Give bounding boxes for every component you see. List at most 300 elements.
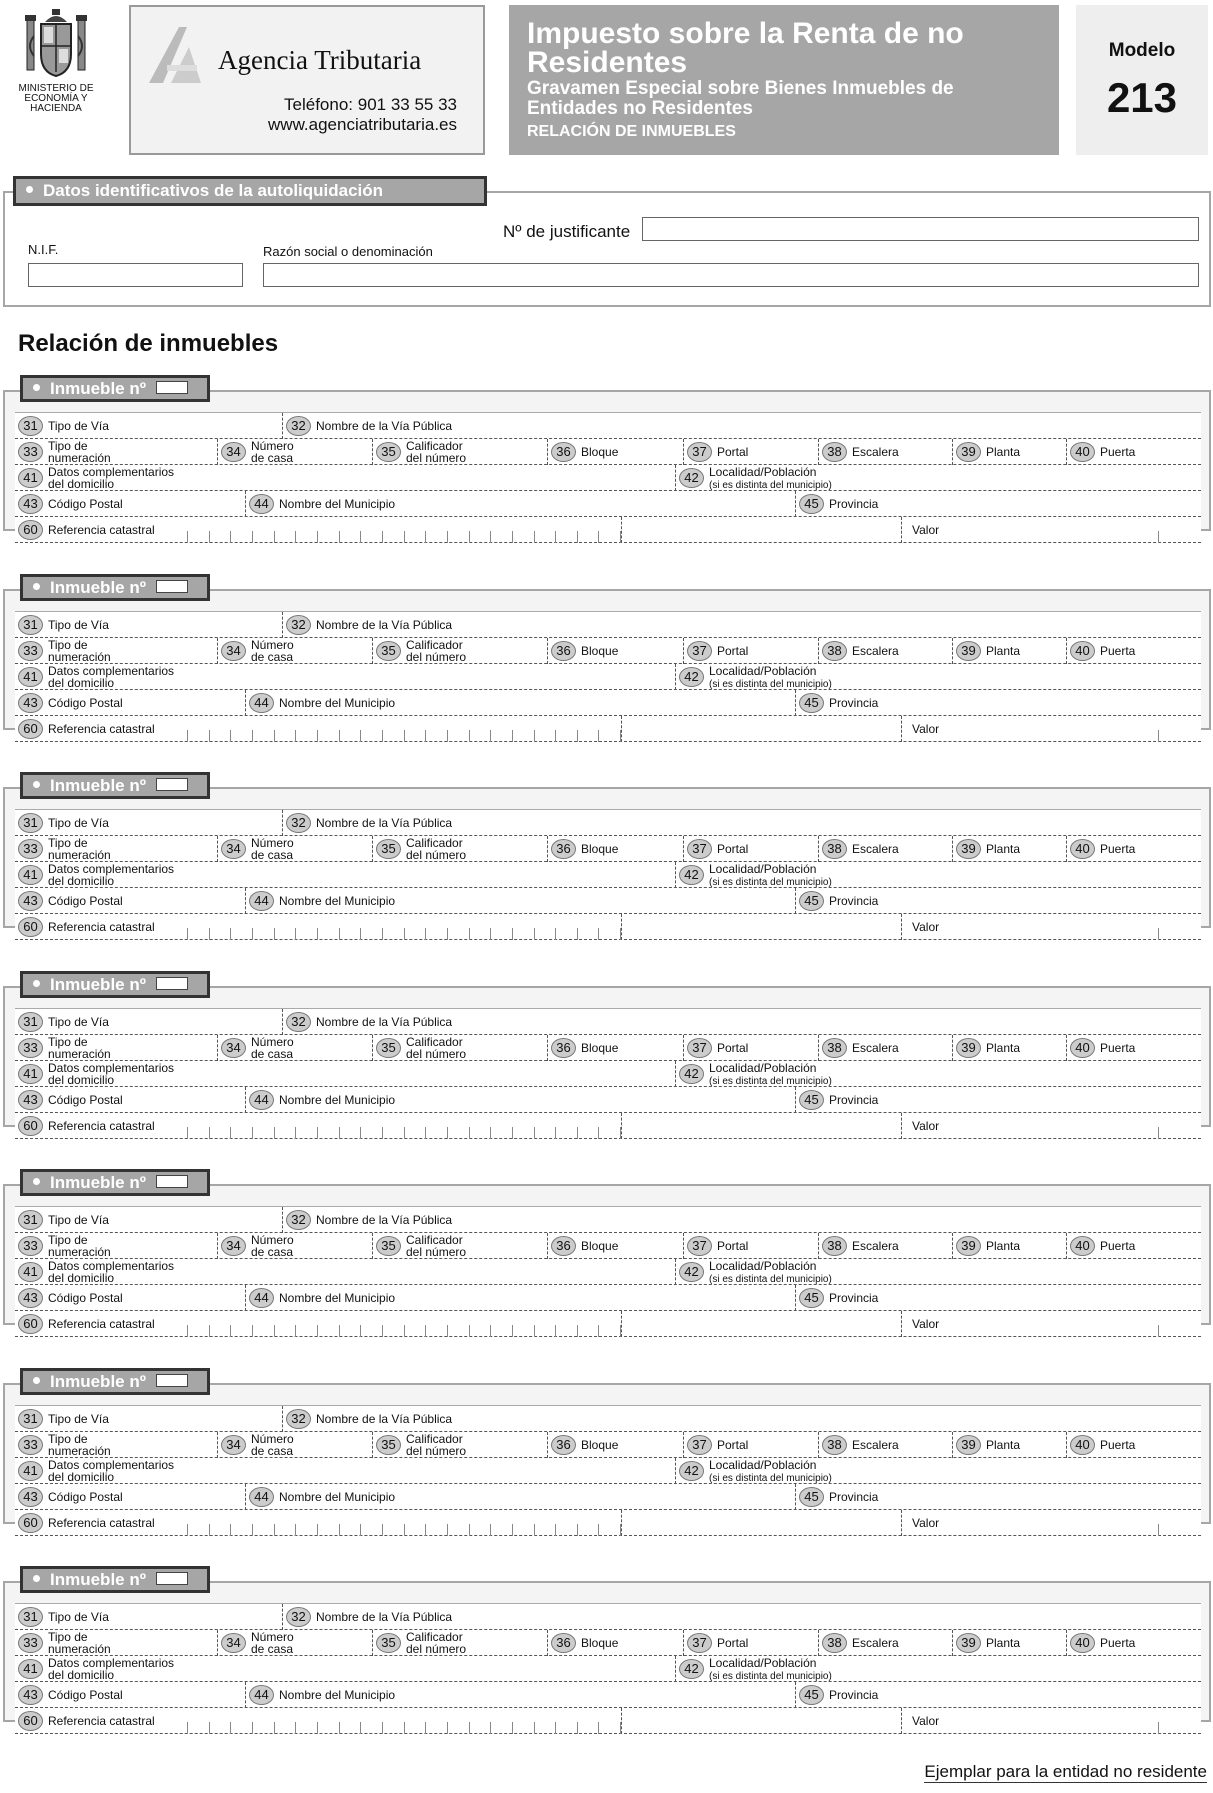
field-label: Tipo de Vía bbox=[48, 1610, 109, 1624]
field-badge: 31 bbox=[18, 1409, 43, 1429]
char-box bbox=[317, 730, 339, 742]
row-numeracion bbox=[15, 1035, 1201, 1061]
field-38-escalera[interactable] bbox=[818, 439, 952, 465]
field-41-datos-complementarios[interactable] bbox=[15, 1061, 675, 1087]
field-60-referencia-catastral[interactable] bbox=[15, 1311, 621, 1337]
field-38-escalera[interactable] bbox=[818, 836, 952, 862]
agency-phone: Teléfono: 901 33 55 33 bbox=[284, 95, 457, 114]
field-badge: 38 bbox=[822, 641, 847, 661]
field-31-tipo-via[interactable] bbox=[15, 1207, 282, 1233]
field-label: Escalera bbox=[852, 1636, 899, 1650]
field-44-municipio[interactable] bbox=[245, 1087, 795, 1113]
property-number-input[interactable] bbox=[156, 580, 188, 593]
agency-logo-icon bbox=[141, 25, 213, 85]
field-43-codigo-postal[interactable] bbox=[15, 888, 245, 914]
char-box bbox=[360, 531, 382, 543]
field-33-tipo-numeracion[interactable] bbox=[15, 638, 217, 664]
field-badge: 35 bbox=[376, 1236, 401, 1256]
field-label-line1: Tipo de bbox=[48, 1233, 88, 1247]
field-35-calificador[interactable] bbox=[372, 638, 547, 664]
char-box bbox=[274, 730, 296, 742]
field-34-numero-casa[interactable] bbox=[217, 1233, 372, 1259]
char-box bbox=[382, 1722, 404, 1734]
field-33-tipo-numeracion[interactable] bbox=[15, 836, 217, 862]
field-35-calificador[interactable] bbox=[372, 1035, 547, 1061]
field-35-calificador[interactable] bbox=[372, 1233, 547, 1259]
char-box bbox=[555, 1722, 577, 1734]
field-32-nombre-via[interactable] bbox=[282, 810, 1201, 836]
field-36-bloque[interactable] bbox=[547, 1233, 683, 1259]
field-34-numero-casa[interactable] bbox=[217, 439, 372, 465]
field-44-municipio[interactable] bbox=[245, 1682, 795, 1708]
field-45-provincia[interactable] bbox=[795, 690, 1201, 716]
justificante-input[interactable] bbox=[642, 217, 1199, 241]
field-label: Puerta bbox=[1100, 1437, 1136, 1452]
field-40-puerta[interactable] bbox=[1066, 1630, 1201, 1656]
field-label: Bloque bbox=[581, 1239, 619, 1253]
field-label: Código Postal bbox=[48, 1688, 123, 1702]
char-box bbox=[230, 730, 252, 742]
char-box bbox=[295, 1127, 317, 1139]
char-box bbox=[447, 730, 469, 742]
field-37-portal[interactable] bbox=[683, 1630, 818, 1656]
char-box bbox=[490, 928, 512, 940]
field-39-planta[interactable] bbox=[952, 1630, 1066, 1656]
char-box bbox=[230, 1524, 252, 1536]
field-valor[interactable] bbox=[901, 1311, 1201, 1337]
field-32-nombre-via[interactable] bbox=[282, 1009, 1201, 1035]
field-36-bloque[interactable] bbox=[547, 439, 683, 465]
char-box bbox=[252, 531, 274, 543]
char-box bbox=[187, 1524, 209, 1536]
char-box bbox=[404, 1722, 426, 1734]
char-box bbox=[230, 1722, 252, 1734]
field-label bbox=[48, 1657, 174, 1681]
char-box bbox=[360, 1722, 382, 1734]
field-label: Código Postal bbox=[48, 1092, 123, 1107]
field-39-planta[interactable] bbox=[952, 1233, 1066, 1259]
char-box bbox=[447, 1524, 469, 1536]
field-36-bloque[interactable] bbox=[547, 836, 683, 862]
field-label-line1: Calificador bbox=[406, 1630, 463, 1644]
field-badge: 41 bbox=[18, 1659, 43, 1679]
field-label-line2: numeración bbox=[48, 1245, 111, 1259]
property-rows bbox=[15, 1603, 1201, 1734]
property-rows bbox=[15, 611, 1201, 742]
field-label: Planta bbox=[986, 643, 1021, 658]
field-label-line1: Datos complementarios bbox=[48, 465, 175, 479]
char-box bbox=[425, 1722, 447, 1734]
field-badge: 45 bbox=[799, 1090, 824, 1110]
field-31-tipo-via[interactable] bbox=[15, 810, 282, 836]
field-33-tipo-numeracion[interactable] bbox=[15, 1233, 217, 1259]
field-43-codigo-postal[interactable] bbox=[15, 1285, 245, 1311]
char-box bbox=[252, 1524, 274, 1536]
field-badge: 32 bbox=[286, 1409, 311, 1429]
field-badge: 38 bbox=[822, 1038, 847, 1058]
field-44-municipio[interactable] bbox=[245, 888, 795, 914]
row-complementarios bbox=[15, 862, 1201, 888]
char-box bbox=[274, 531, 296, 543]
char-box bbox=[447, 928, 469, 940]
field-catastral-extra[interactable] bbox=[621, 1708, 901, 1734]
field-45-provincia[interactable] bbox=[795, 1484, 1201, 1510]
field-33-tipo-numeracion[interactable] bbox=[15, 1432, 217, 1458]
field-45-provincia[interactable] bbox=[795, 1087, 1201, 1113]
field-valor[interactable] bbox=[901, 716, 1201, 742]
field-41-datos-complementarios[interactable] bbox=[15, 1259, 675, 1285]
field-label: Puerta bbox=[1100, 643, 1136, 658]
field-44-municipio[interactable] bbox=[245, 1484, 795, 1510]
field-label bbox=[709, 1260, 832, 1286]
field-37-portal[interactable] bbox=[683, 638, 818, 664]
char-box bbox=[512, 1127, 534, 1139]
field-44-municipio[interactable] bbox=[245, 1285, 795, 1311]
field-42-localidad[interactable] bbox=[675, 1259, 1201, 1285]
field-45-provincia[interactable] bbox=[795, 1285, 1201, 1311]
field-37-portal[interactable] bbox=[683, 836, 818, 862]
field-badge: 36 bbox=[551, 442, 576, 462]
field-41-datos-complementarios[interactable] bbox=[15, 1458, 675, 1484]
agency-website: www.agenciatributaria.es bbox=[268, 115, 457, 134]
field-36-bloque[interactable] bbox=[547, 1432, 683, 1458]
razon-label: Razón social o denominación bbox=[263, 244, 433, 259]
char-box bbox=[274, 1127, 296, 1139]
field-31-tipo-via[interactable] bbox=[15, 612, 282, 638]
field-badge: 33 bbox=[18, 641, 43, 661]
row-catastral bbox=[15, 517, 1201, 543]
field-37-portal[interactable] bbox=[683, 439, 818, 465]
field-45-provincia[interactable] bbox=[795, 1682, 1201, 1708]
field-33-tipo-numeracion[interactable] bbox=[15, 1630, 217, 1656]
property-number-input[interactable] bbox=[156, 778, 188, 791]
field-valor[interactable] bbox=[901, 517, 1201, 543]
field-label: Portal bbox=[717, 1437, 749, 1452]
field-32-nombre-via[interactable] bbox=[282, 413, 1201, 439]
field-label: Tipo de Vía bbox=[48, 1213, 109, 1227]
field-catastral-extra[interactable] bbox=[621, 1311, 901, 1337]
field-31-tipo-via[interactable] bbox=[15, 1406, 282, 1432]
field-badge: 31 bbox=[18, 615, 43, 635]
field-44-municipio[interactable] bbox=[245, 690, 795, 716]
row-municipio bbox=[15, 690, 1201, 716]
field-label-line1: Calificador bbox=[406, 439, 463, 453]
field-45-provincia[interactable] bbox=[795, 491, 1201, 517]
field-valor[interactable] bbox=[901, 914, 1201, 940]
field-36-bloque[interactable] bbox=[547, 1035, 683, 1061]
field-label-line2: numeración bbox=[48, 848, 111, 862]
char-box bbox=[598, 1127, 621, 1139]
field-label: Nombre de la Vía Pública bbox=[316, 1213, 453, 1227]
field-label-line2: del número bbox=[406, 649, 467, 664]
field-badge: 35 bbox=[376, 1038, 401, 1058]
char-box bbox=[295, 531, 317, 543]
field-35-calificador[interactable] bbox=[372, 836, 547, 862]
row-catastral bbox=[15, 914, 1201, 940]
field-label-line1: Tipo de bbox=[48, 1431, 88, 1446]
field-35-calificador[interactable] bbox=[372, 1630, 547, 1656]
field-37-portal[interactable] bbox=[683, 1432, 818, 1458]
property-number-input[interactable] bbox=[156, 1572, 188, 1585]
field-40-puerta[interactable] bbox=[1066, 1432, 1201, 1458]
field-catastral-extra[interactable] bbox=[621, 1510, 901, 1536]
field-badge: 37 bbox=[687, 1236, 712, 1256]
field-badge: 38 bbox=[822, 442, 847, 462]
field-44-municipio[interactable] bbox=[245, 491, 795, 517]
field-label-line1: Datos complementarios bbox=[48, 862, 175, 876]
char-box bbox=[555, 1127, 577, 1139]
nif-input[interactable] bbox=[28, 263, 243, 287]
field-catastral-extra[interactable] bbox=[621, 517, 901, 543]
field-label bbox=[48, 1260, 174, 1284]
field-39-planta[interactable] bbox=[952, 1035, 1066, 1061]
property-number-input[interactable] bbox=[156, 977, 188, 990]
field-badge: 41 bbox=[18, 1262, 43, 1282]
field-38-escalera[interactable] bbox=[818, 1035, 952, 1061]
field-43-codigo-postal[interactable] bbox=[15, 1682, 245, 1708]
field-catastral-extra[interactable] bbox=[621, 914, 901, 940]
field-40-puerta[interactable] bbox=[1066, 1035, 1201, 1061]
field-valor[interactable] bbox=[901, 1510, 1201, 1536]
field-34-numero-casa[interactable] bbox=[217, 1630, 372, 1656]
valor-tick bbox=[1158, 1325, 1159, 1337]
field-40-puerta[interactable] bbox=[1066, 638, 1201, 664]
field-40-puerta[interactable] bbox=[1066, 439, 1201, 465]
row-via bbox=[15, 1207, 1201, 1233]
char-box bbox=[382, 928, 404, 940]
field-39-planta[interactable] bbox=[952, 836, 1066, 862]
field-41-datos-complementarios[interactable] bbox=[15, 1656, 675, 1682]
field-42-localidad[interactable] bbox=[675, 1458, 1201, 1484]
field-label-line1: Número bbox=[251, 637, 294, 652]
field-36-bloque[interactable] bbox=[547, 1630, 683, 1656]
field-42-localidad[interactable] bbox=[675, 1656, 1201, 1682]
field-60-referencia-catastral[interactable] bbox=[15, 1708, 621, 1734]
field-43-codigo-postal[interactable] bbox=[15, 1087, 245, 1113]
field-34-numero-casa[interactable] bbox=[217, 1035, 372, 1061]
field-label-line2: de casa bbox=[251, 1642, 294, 1656]
field-32-nombre-via[interactable] bbox=[282, 612, 1201, 638]
property-tab bbox=[20, 1566, 210, 1593]
char-box bbox=[360, 730, 382, 742]
field-42-localidad[interactable] bbox=[675, 1061, 1201, 1087]
row-complementarios bbox=[15, 664, 1201, 690]
field-39-planta[interactable] bbox=[952, 1432, 1066, 1458]
row-complementarios bbox=[15, 1656, 1201, 1682]
field-label bbox=[48, 466, 174, 490]
char-box bbox=[187, 928, 209, 940]
field-41-datos-complementarios[interactable] bbox=[15, 465, 675, 491]
field-label bbox=[406, 1036, 466, 1060]
char-box bbox=[360, 928, 382, 940]
row-catastral bbox=[15, 1113, 1201, 1139]
field-badge: 60 bbox=[18, 1116, 43, 1136]
field-label-line2: del número bbox=[406, 1245, 467, 1259]
field-32-nombre-via[interactable] bbox=[282, 1406, 1201, 1432]
field-34-numero-casa[interactable] bbox=[217, 836, 372, 862]
field-60-referencia-catastral[interactable] bbox=[15, 517, 621, 543]
field-43-codigo-postal[interactable] bbox=[15, 1484, 245, 1510]
field-label bbox=[406, 440, 466, 464]
field-label bbox=[251, 837, 294, 861]
field-valor[interactable] bbox=[901, 1113, 1201, 1139]
char-box bbox=[317, 531, 339, 543]
char-box bbox=[555, 928, 577, 940]
char-box bbox=[577, 730, 599, 742]
field-41-datos-complementarios[interactable] bbox=[15, 862, 675, 888]
field-41-datos-complementarios[interactable] bbox=[15, 664, 675, 690]
field-38-escalera[interactable] bbox=[818, 1233, 952, 1259]
field-39-planta[interactable] bbox=[952, 439, 1066, 465]
field-60-referencia-catastral[interactable] bbox=[15, 716, 621, 742]
field-badge: 37 bbox=[687, 442, 712, 462]
char-box bbox=[534, 1325, 556, 1337]
property-rows bbox=[15, 412, 1201, 543]
field-60-referencia-catastral[interactable] bbox=[15, 914, 621, 940]
field-label: Nombre del Municipio bbox=[279, 1688, 396, 1702]
char-box bbox=[469, 1325, 491, 1337]
char-box bbox=[339, 1722, 361, 1734]
field-label-line2: del número bbox=[406, 1642, 467, 1656]
field-40-puerta[interactable] bbox=[1066, 1233, 1201, 1259]
field-label bbox=[251, 1631, 294, 1655]
char-box bbox=[534, 730, 556, 742]
field-badge: 39 bbox=[956, 1038, 981, 1058]
field-34-numero-casa[interactable] bbox=[217, 1432, 372, 1458]
field-43-codigo-postal[interactable] bbox=[15, 491, 245, 517]
field-label-line1: Calificador bbox=[406, 637, 463, 652]
form-subtitle: Gravamen Especial sobre Bienes Inmuebles de Entidades no Residentes bbox=[527, 78, 954, 119]
field-label: Provincia bbox=[829, 1092, 879, 1107]
char-box bbox=[252, 1325, 274, 1337]
field-32-nombre-via[interactable] bbox=[282, 1604, 1201, 1630]
field-label: Escalera bbox=[852, 1040, 899, 1055]
razon-input[interactable] bbox=[263, 263, 1199, 287]
field-45-provincia[interactable] bbox=[795, 888, 1201, 914]
field-label: Referencia catastral bbox=[48, 523, 155, 537]
field-badge: 41 bbox=[18, 468, 43, 488]
char-box bbox=[252, 928, 274, 940]
field-label bbox=[251, 440, 294, 464]
char-box bbox=[534, 1722, 556, 1734]
char-box bbox=[425, 730, 447, 742]
field-42-localidad[interactable] bbox=[675, 465, 1201, 491]
field-42-localidad[interactable] bbox=[675, 664, 1201, 690]
field-label: Puerta bbox=[1100, 445, 1136, 459]
field-label-line2: (si es distinta del municipio) bbox=[709, 1274, 832, 1285]
field-38-escalera[interactable] bbox=[818, 1630, 952, 1656]
field-31-tipo-via[interactable] bbox=[15, 1009, 282, 1035]
char-box bbox=[404, 1524, 426, 1536]
bullet-icon bbox=[33, 781, 40, 788]
field-catastral-extra[interactable] bbox=[621, 716, 901, 742]
field-label bbox=[709, 863, 832, 889]
field-label: Bloque bbox=[581, 643, 619, 658]
field-badge: 33 bbox=[18, 1435, 43, 1455]
field-catastral-extra[interactable] bbox=[621, 1113, 901, 1139]
field-39-planta[interactable] bbox=[952, 638, 1066, 664]
property-number-input[interactable] bbox=[156, 1175, 188, 1188]
property-block bbox=[3, 574, 1211, 736]
row-municipio bbox=[15, 888, 1201, 914]
field-badge: 36 bbox=[551, 1236, 576, 1256]
field-label-line2: del número bbox=[406, 848, 467, 862]
field-43-codigo-postal[interactable] bbox=[15, 690, 245, 716]
char-box bbox=[512, 531, 534, 543]
field-label: Bloque bbox=[581, 842, 619, 856]
field-38-escalera[interactable] bbox=[818, 1432, 952, 1458]
field-32-nombre-via[interactable] bbox=[282, 1207, 1201, 1233]
field-badge: 40 bbox=[1070, 1435, 1095, 1455]
field-label-line2: del número bbox=[406, 1443, 467, 1458]
ministry-block bbox=[6, 6, 106, 114]
row-via bbox=[15, 1406, 1201, 1432]
field-42-localidad[interactable] bbox=[675, 862, 1201, 888]
field-label-line2: de casa bbox=[251, 1443, 294, 1458]
field-37-portal[interactable] bbox=[683, 1035, 818, 1061]
field-35-calificador[interactable] bbox=[372, 1432, 547, 1458]
field-label bbox=[48, 837, 111, 861]
catastral-char-boxes bbox=[187, 1113, 621, 1139]
nif-label: N.I.F. bbox=[28, 242, 59, 257]
row-catastral bbox=[15, 1311, 1201, 1337]
field-31-tipo-via[interactable] bbox=[15, 413, 282, 439]
field-label: Nombre del Municipio bbox=[279, 1291, 396, 1305]
char-box bbox=[209, 1722, 231, 1734]
property-tab-label: Inmueble nº bbox=[50, 1371, 146, 1391]
field-badge: 60 bbox=[18, 1513, 43, 1533]
field-35-calificador[interactable] bbox=[372, 439, 547, 465]
char-box bbox=[317, 1325, 339, 1337]
property-block bbox=[3, 772, 1211, 934]
form-header bbox=[0, 0, 1213, 160]
field-34-numero-casa[interactable] bbox=[217, 638, 372, 664]
field-label: Código Postal bbox=[48, 695, 123, 710]
field-31-tipo-via[interactable] bbox=[15, 1604, 282, 1630]
field-36-bloque[interactable] bbox=[547, 638, 683, 664]
field-60-referencia-catastral[interactable] bbox=[15, 1510, 621, 1536]
property-number-input[interactable] bbox=[156, 1374, 188, 1387]
field-label: Planta bbox=[986, 1437, 1021, 1452]
field-label: Valor bbox=[912, 920, 940, 934]
row-via bbox=[15, 1604, 1201, 1630]
char-box bbox=[209, 1127, 231, 1139]
field-badge: 39 bbox=[956, 1633, 981, 1653]
field-label: Tipo de Vía bbox=[48, 816, 109, 830]
field-label-line2: de casa bbox=[251, 1245, 294, 1259]
char-box bbox=[230, 1127, 252, 1139]
char-box bbox=[317, 1722, 339, 1734]
char-box bbox=[598, 730, 621, 742]
field-33-tipo-numeracion[interactable] bbox=[15, 1035, 217, 1061]
ident-section bbox=[3, 191, 1211, 307]
field-label: Provincia bbox=[829, 1291, 879, 1305]
field-label-line1: Tipo de bbox=[48, 836, 88, 850]
field-label: Valor bbox=[912, 523, 940, 537]
field-valor[interactable] bbox=[901, 1708, 1201, 1734]
field-60-referencia-catastral[interactable] bbox=[15, 1113, 621, 1139]
char-box bbox=[317, 1127, 339, 1139]
field-37-portal[interactable] bbox=[683, 1233, 818, 1259]
field-label-line2: numeración bbox=[48, 649, 111, 664]
property-number-input[interactable] bbox=[156, 381, 188, 394]
field-badge: 32 bbox=[286, 1210, 311, 1230]
field-33-tipo-numeracion[interactable] bbox=[15, 439, 217, 465]
field-label-line2: (si es distinta del municipio) bbox=[709, 678, 832, 690]
field-label: Escalera bbox=[852, 1437, 899, 1452]
field-40-puerta[interactable] bbox=[1066, 836, 1201, 862]
field-38-escalera[interactable] bbox=[818, 638, 952, 664]
